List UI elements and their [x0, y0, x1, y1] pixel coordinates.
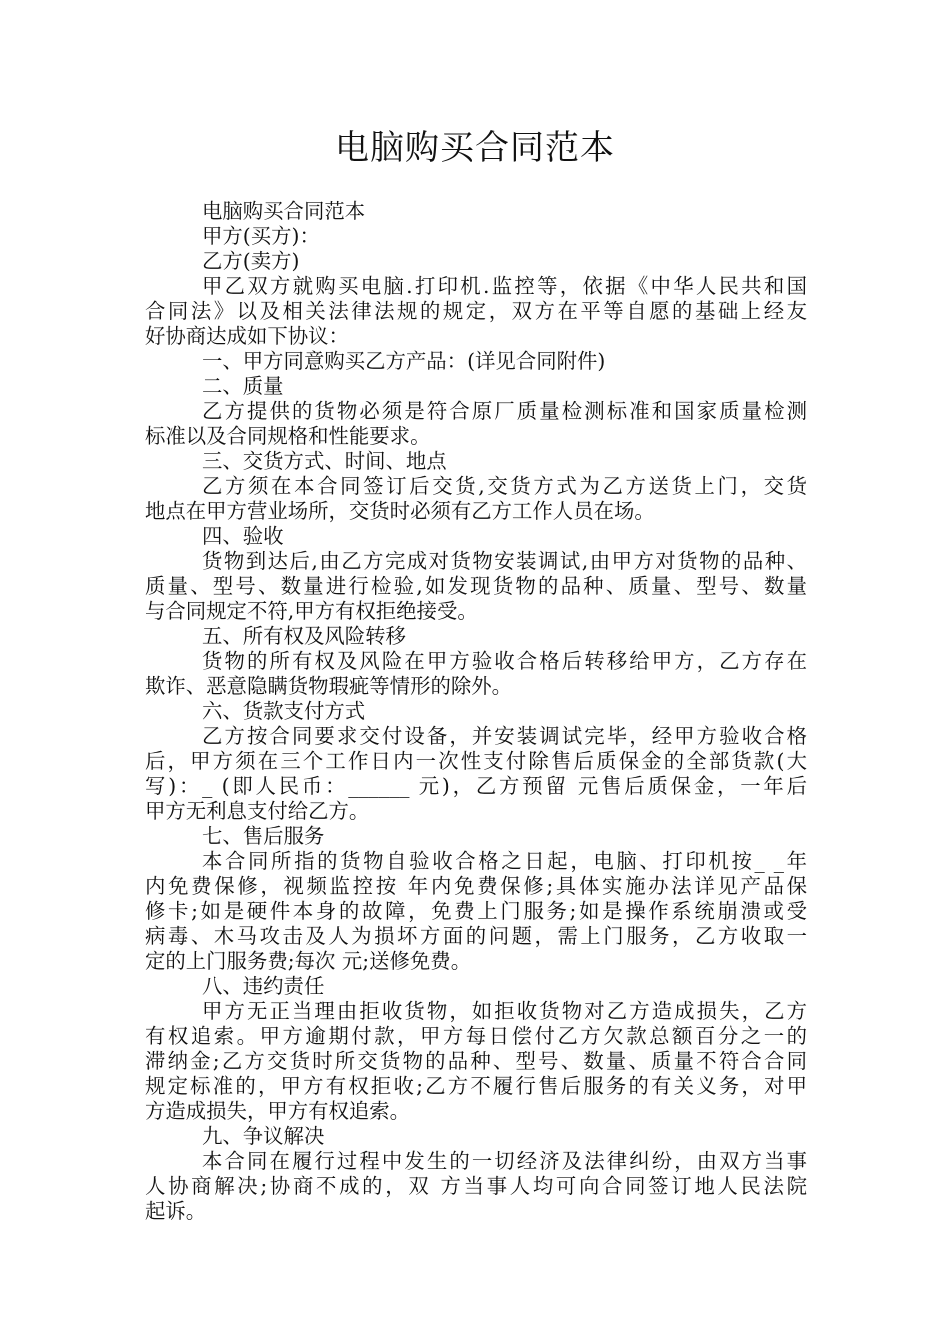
- text-line: 规定标准的，甲方有权拒收;乙方不履行售后服务的有关义务，对甲: [145, 1074, 807, 1098]
- text-line: 本合同所指的货物自验收合格之日起，电脑、打印机按_ _年: [202, 849, 807, 873]
- text-line: 与合同规定不符,甲方有权拒绝接受。: [145, 599, 478, 623]
- text-line: 人协商解决;协商不成的，双 方当事人均可向合同签订地人民法院: [145, 1174, 807, 1198]
- text-line: 八、违约责任: [202, 974, 325, 998]
- text-line: 方造成损失，甲方有权追索。: [145, 1099, 411, 1123]
- text-line: 乙方提供的货物必须是符合原厂质量检测标准和国家质量检测: [202, 399, 807, 423]
- text-line: 后，甲方须在三个工作日内一次性支付除售后质保金的全部货款(大: [145, 749, 807, 773]
- text-line: 乙方按合同要求交付设备，并安装调试完毕，经甲方验收合格: [202, 724, 807, 748]
- text-line: 三、交货方式、时间、地点: [202, 449, 447, 473]
- text-line: 欺诈、恶意隐瞒货物瑕疵等情形的除外。: [145, 674, 513, 698]
- text-line: 七、售后服务: [202, 824, 325, 848]
- document-title: 电脑购买合同范本: [335, 128, 615, 168]
- text-line: 四、验收: [202, 524, 284, 548]
- text-line: 九、争议解决: [202, 1124, 325, 1148]
- text-line: 甲方(买方)：: [202, 224, 320, 248]
- document-body: [145, 199, 807, 1224]
- text-line: 甲方无利息支付给乙方。: [145, 799, 370, 823]
- text-line: 乙方须在本合同签订后交货,交货方式为乙方送货上门，交货: [202, 474, 807, 498]
- text-line: 修卡;如是硬件本身的故障，免费上门服务;如是操作系统崩溃或受: [145, 899, 807, 923]
- text-line: 质量、型号、数量进行检验,如发现货物的品种、质量、型号、数量: [145, 574, 807, 598]
- text-line: 好协商达成如下协议：: [145, 324, 349, 348]
- text-line: 病毒、木马攻击及人为损坏方面的问题，需上门服务，乙方收取一: [145, 924, 807, 948]
- text-line: 五、所有权及风险转移: [202, 624, 406, 648]
- text-line: 甲方无正当理由拒收货物，如拒收货物对乙方造成损失，乙方: [202, 999, 807, 1023]
- text-line: 内免费保修，视频监控按 年内免费保修;具体实施办法详见产品保: [145, 874, 807, 898]
- text-line: 本合同在履行过程中发生的一切经济及法律纠纷，由双方当事: [202, 1149, 807, 1173]
- text-line: 标准以及合同规格和性能要求。: [145, 424, 431, 448]
- text-line: 货物的所有权及风险在甲方验收合格后转移给甲方，乙方存在: [202, 649, 807, 673]
- text-line: 一、甲方同意购买乙方产品：(详见合同附件): [202, 349, 606, 373]
- text-line: 乙方(卖方): [202, 249, 300, 273]
- text-line: 二、质量: [202, 374, 284, 398]
- text-line: 甲乙双方就购买电脑.打印机.监控等，依据《中华人民共和国: [202, 274, 807, 298]
- text-line: 货物到达后,由乙方完成对货物安装调试,由甲方对货物的品种、: [202, 549, 807, 573]
- text-line: 地点在甲方营业场所，交货时必须有乙方工作人员在场。: [145, 499, 655, 523]
- text-line: 写)：_ (即人民币：______ 元)，乙方预留 元售后质保金，一年后: [145, 774, 807, 798]
- text-line: 滞纳金;乙方交货时所交货物的品种、型号、数量、质量不符合合同: [145, 1049, 807, 1073]
- text-line: 定的上门服务费;每次 元;送修免费。: [145, 949, 472, 973]
- text-line: 合同法》以及相关法律法规的规定，双方在平等自愿的基础上经友: [145, 299, 807, 323]
- text-line: 电脑购买合同范本: [202, 199, 366, 223]
- text-line: 起诉。: [145, 1199, 207, 1223]
- text-line: 六、货款支付方式: [202, 699, 366, 723]
- text-line: 有权追索。甲方逾期付款，甲方每日偿付乙方欠款总额百分之一的: [145, 1024, 807, 1048]
